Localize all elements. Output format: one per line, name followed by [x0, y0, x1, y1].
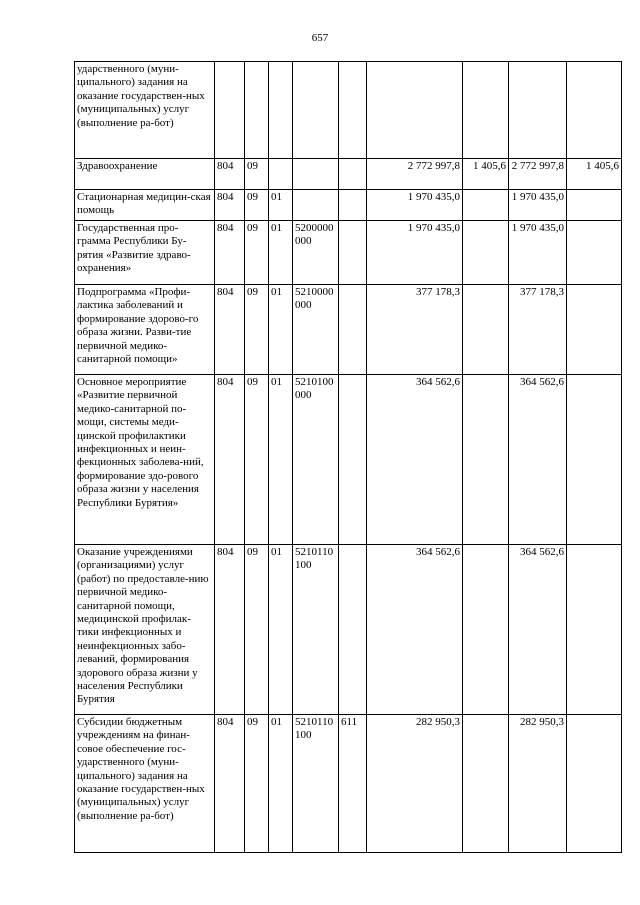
- amount-4-cell: [567, 62, 622, 159]
- ved-code-cell: 804: [215, 375, 245, 545]
- subsection-code-cell: [269, 159, 293, 190]
- section-code-cell: 09: [245, 375, 269, 545]
- amount-3-cell: 364 562,6: [509, 375, 567, 545]
- section-code-cell: 09: [245, 285, 269, 375]
- row-name-cell: Оказание учреждениями (организациями) услуг (работ) по предоставле-нию первичной медико-санитарной помощи, медицинской профилак-тики инфекционных и неинфекционных забо-леваний, формирования здорового образа жизни у населения Республики Бурятия: [75, 545, 215, 715]
- amount-4-cell: [567, 190, 622, 221]
- amount-1-cell: 1 970 435,0: [367, 190, 463, 221]
- amount-4-cell: [567, 715, 622, 853]
- target-article-cell: 5210110100: [293, 715, 339, 853]
- amount-2-cell: [463, 221, 509, 285]
- amount-3-cell: 364 562,6: [509, 545, 567, 715]
- ved-code-cell: 804: [215, 715, 245, 853]
- amount-4-cell: 1 405,6: [567, 159, 622, 190]
- amount-2-cell: [463, 62, 509, 159]
- amount-2-cell: [463, 285, 509, 375]
- row-name-cell: ударственного (муни-ципального) задания на оказание государствен-ных (муниципальных) услуг (выполнение ра-бот): [75, 62, 215, 159]
- amount-2-cell: [463, 545, 509, 715]
- ved-code-cell: 804: [215, 190, 245, 221]
- expense-type-cell: [339, 545, 367, 715]
- amount-4-cell: [567, 545, 622, 715]
- amount-1-cell: 282 950,3: [367, 715, 463, 853]
- amount-2-cell: [463, 190, 509, 221]
- amount-3-cell: 377 178,3: [509, 285, 567, 375]
- section-code-cell: 09: [245, 190, 269, 221]
- subsection-code-cell: 01: [269, 285, 293, 375]
- amount-1-cell: 2 772 997,8: [367, 159, 463, 190]
- expense-type-cell: [339, 285, 367, 375]
- row-name-cell: Подпрограмма «Профи-лактика заболеваний и формирование здорово-го образа жизни. Разви-тие первичной медико-санитарной помощи»: [75, 285, 215, 375]
- target-article-cell: 5210110100: [293, 545, 339, 715]
- expense-type-cell: 611: [339, 715, 367, 853]
- amount-1-cell: [367, 62, 463, 159]
- amount-1-cell: 364 562,6: [367, 375, 463, 545]
- row-name-cell: Здравоохранение: [75, 159, 215, 190]
- target-article-cell: [293, 62, 339, 159]
- table-row: [75, 375, 622, 545]
- expense-type-cell: [339, 221, 367, 285]
- section-code-cell: 09: [245, 545, 269, 715]
- budget-table: [74, 61, 622, 853]
- subsection-code-cell: 01: [269, 190, 293, 221]
- target-article-cell: 5210100000: [293, 375, 339, 545]
- amount-2-cell: 1 405,6: [463, 159, 509, 190]
- row-name-cell: Стационарная медицин-ская помощь: [75, 190, 215, 221]
- table-row: [75, 190, 622, 221]
- table-row: [75, 285, 622, 375]
- amount-3-cell: 1 970 435,0: [509, 190, 567, 221]
- target-article-cell: [293, 159, 339, 190]
- amount-4-cell: [567, 285, 622, 375]
- section-code-cell: 09: [245, 221, 269, 285]
- subsection-code-cell: 01: [269, 715, 293, 853]
- subsection-code-cell: 01: [269, 221, 293, 285]
- row-name-cell: Государственная про-грамма Республики Бу-рятия «Развитие здраво-охранения»: [75, 221, 215, 285]
- ved-code-cell: 804: [215, 221, 245, 285]
- section-code-cell: 09: [245, 159, 269, 190]
- amount-4-cell: [567, 221, 622, 285]
- expense-type-cell: [339, 190, 367, 221]
- amount-3-cell: [509, 62, 567, 159]
- amount-2-cell: [463, 715, 509, 853]
- section-code-cell: [245, 62, 269, 159]
- amount-4-cell: [567, 375, 622, 545]
- table-row: [75, 545, 622, 715]
- target-article-cell: 5210000000: [293, 285, 339, 375]
- amount-1-cell: 364 562,6: [367, 545, 463, 715]
- amount-3-cell: 282 950,3: [509, 715, 567, 853]
- ved-code-cell: 804: [215, 545, 245, 715]
- target-article-cell: [293, 190, 339, 221]
- amount-3-cell: 1 970 435,0: [509, 221, 567, 285]
- table-row: [75, 159, 622, 190]
- row-name-cell: Основное мероприятие «Развитие первичной медико-санитарной по-мощи, системы меди-цинской профилактики инфекционных и неин-фекционных заболева-ний, формирование здо-рового образа жизни у населения Республики Бурятия»: [75, 375, 215, 545]
- table-row: [75, 62, 622, 159]
- table-row: [75, 715, 622, 853]
- ved-code-cell: 804: [215, 285, 245, 375]
- expense-type-cell: [339, 375, 367, 545]
- row-name-cell: Субсидии бюджетным учреждениям на финан-совое обеспечение гос-ударственного (муни-ципального) задания на оказание государствен-ных (муниципальных) услуг (выполнение ра-бот): [75, 715, 215, 853]
- ved-code-cell: [215, 62, 245, 159]
- table-row: [75, 221, 622, 285]
- amount-3-cell: 2 772 997,8: [509, 159, 567, 190]
- page-number: 657: [311, 32, 329, 44]
- expense-type-cell: [339, 159, 367, 190]
- subsection-code-cell: 01: [269, 545, 293, 715]
- subsection-code-cell: [269, 62, 293, 159]
- section-code-cell: 09: [245, 715, 269, 853]
- subsection-code-cell: 01: [269, 375, 293, 545]
- amount-2-cell: [463, 375, 509, 545]
- ved-code-cell: 804: [215, 159, 245, 190]
- amount-1-cell: 1 970 435,0: [367, 221, 463, 285]
- target-article-cell: 5200000000: [293, 221, 339, 285]
- amount-1-cell: 377 178,3: [367, 285, 463, 375]
- expense-type-cell: [339, 62, 367, 159]
